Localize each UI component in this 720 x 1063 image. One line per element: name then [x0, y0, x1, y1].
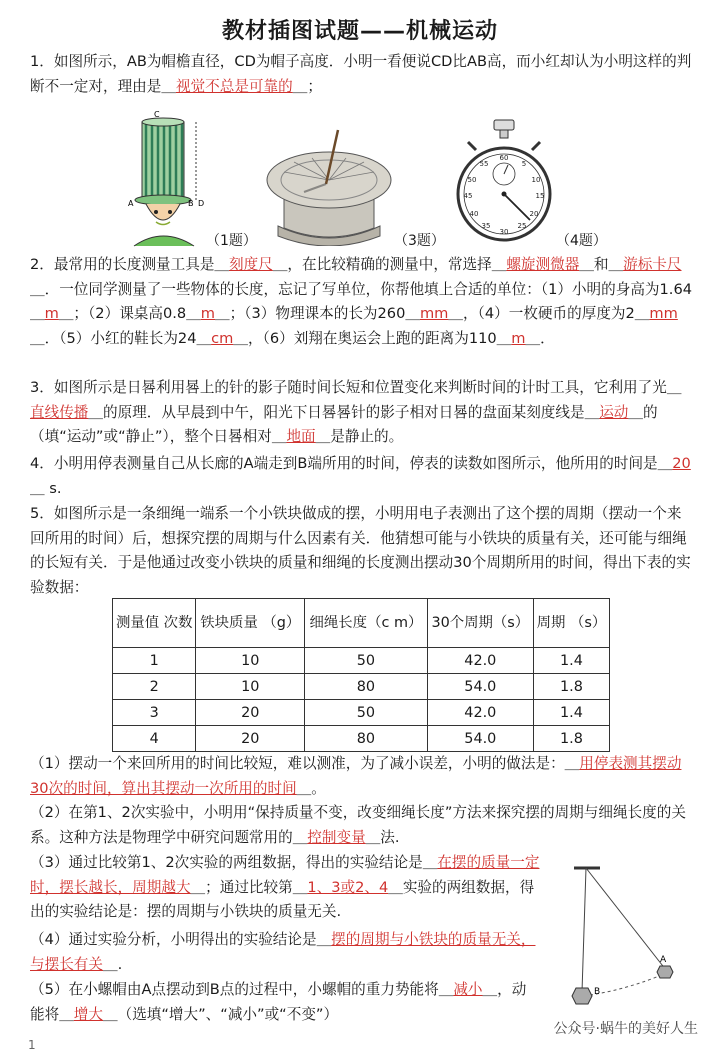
stopwatch-figure — [456, 118, 552, 246]
svg-text:20: 20 — [529, 210, 539, 218]
table-cell: 10 — [196, 648, 305, 674]
table-cell: 42.0 — [427, 700, 533, 726]
question-1: 1．如图所示，AB为帽檐直径，CD为帽子高度．小明一看便说CD比AB高，而小红却认为小明这样的判断不一定对，理由是＿视觉不总是可靠的＿； — [30, 53, 692, 95]
hat-label-c: C — [154, 110, 160, 119]
pendulum-figure — [556, 862, 706, 1022]
table-row — [113, 674, 610, 700]
hat-figure — [112, 108, 212, 248]
table-header: 测量值 次数 — [113, 599, 196, 648]
table-header: 周期 （s） — [533, 599, 609, 648]
watermark: 公众号·蜗牛的美好人生 — [553, 1021, 698, 1037]
table-cell: 42.0 — [427, 648, 533, 674]
table-header: 细绳长度（c m） — [305, 599, 428, 648]
table-cell: 2 — [113, 674, 196, 700]
hat-label-b: B — [188, 199, 194, 208]
answer-q5-5b: 增大 — [73, 1005, 103, 1023]
table-cell: 50 — [305, 700, 428, 726]
answer-q2-3: 游标卡尺 — [623, 256, 682, 273]
table-cell: 1.8 — [533, 674, 609, 700]
table-cell: 54.0 — [427, 726, 533, 752]
caption-fig4: （4题） — [556, 233, 607, 249]
pendulum-label-a: A — [660, 955, 667, 965]
table-cell: 50 — [305, 648, 428, 674]
answer-q2-9: m — [511, 329, 526, 347]
answer-q2-1: 刻度尺 — [229, 256, 273, 273]
table-cell: 80 — [305, 726, 428, 752]
page-number: 1 — [28, 1038, 36, 1052]
answer-q4: 20 — [672, 455, 691, 472]
answer-q2-6: mm — [419, 305, 449, 323]
table-cell: 20 — [196, 700, 305, 726]
table-header: 30个周期（s） — [427, 599, 533, 648]
table-cell: 4 — [113, 726, 196, 752]
answer-q2-4: m — [44, 305, 59, 323]
question-5-2: （2）在第1、2次实验中，小明用“保持质量不变，改变细绳长度”方法来探究摆的周期与细绳长度的关系。这种方法是物理学中研究问题常用的＿控制变量＿法. — [30, 804, 686, 846]
svg-text:35: 35 — [481, 222, 491, 230]
answer-q5-3b: 1、3或2、4 — [307, 878, 389, 896]
table-cell: 1.4 — [533, 648, 609, 674]
hat-label-d: D — [198, 199, 205, 208]
question-5-intro: 5．如图所示是一条细绳一端系一个小铁块做成的摆，小明用电子表测出了这个摆的周期（摆动一个来回所用的时间）后，想探究摆的周期与什么因素有关．他猜想可能与小铁块的质量有关，还可能与细绳的长短有关．于是他通过改变小铁块的质量和细绳的长度测出摆动30个周期所用的时间，得出下表的实验数据： — [30, 505, 691, 596]
svg-text:5: 5 — [521, 160, 527, 168]
table-header-row — [113, 599, 610, 648]
answer-q2-7: mm — [649, 305, 678, 323]
answer-q3-2: 运动 — [599, 403, 629, 421]
answer-q1: 视觉不总是可靠的 — [175, 77, 293, 95]
question-5-4: （4）通过实验分析，小明得出的实验结论是＿摆的周期与小铁块的质量无关，与摆长有关＿. — [30, 931, 536, 973]
answer-q2-8: cm — [211, 329, 234, 347]
hat-label-a: A — [128, 199, 134, 208]
question-5-1: （1）摆动一个来回所用的时间比较短，难以测准，为了减小误差，小明的做法是：＿用停表测其摆动30次的时间，算出其摆动一次所用的时间＿。 — [30, 755, 682, 797]
experiment-table — [112, 598, 610, 752]
question-4: 4．小明用停表测量自己从长廊的A端走到B端所用的时间，停表的读数如图所示，他所用的时间是＿20＿ s. — [30, 455, 691, 497]
question-5-3: （3）通过比较第1、2次实验的两组数据，得出的实验结论是＿在摆的质量一定时，摆长越长，周期越大＿；通过比较第＿1、3或2、4＿实验的两组数据，得出的实验结论是：摆的周期与小铁块的质量无关. — [30, 854, 540, 921]
page-title: 教材插图试题——机械运动 — [221, 19, 498, 44]
answer-q5-3a: 在摆的质量一定时，摆长越长，周期越大 — [30, 854, 540, 896]
table-cell: 80 — [305, 674, 428, 700]
svg-text:50: 50 — [467, 176, 477, 184]
table-cell: 3 — [113, 700, 196, 726]
question-3: 3．如图所示是日晷利用晷上的针的影子随时间长短和位置变化来判断时间的计时工具，它利用了光＿直线传播＿的原理．从早晨到中午，阳光下日晷晷针的影子相对日晷的盘面某刻度线是＿运动＿的（填“运动”或“静止”），整个日晷相对＿地面＿是静止的。 — [30, 379, 682, 446]
caption-fig3: （3题） — [394, 233, 445, 249]
table-cell: 20 — [196, 726, 305, 752]
svg-text:45: 45 — [463, 192, 473, 200]
svg-text:30: 30 — [499, 228, 509, 236]
answer-q5-4: 摆的周期与小铁块的质量无关，与摆长有关 — [30, 931, 536, 973]
answer-q3-1: 直线传播 — [30, 403, 89, 421]
svg-text:60: 60 — [499, 154, 509, 162]
table-row — [113, 700, 610, 726]
svg-text:25: 25 — [517, 222, 527, 230]
svg-text:55: 55 — [479, 160, 489, 168]
table-header: 铁块质量 （g） — [196, 599, 305, 648]
table-row — [113, 648, 610, 674]
answer-q2-2: 螺旋测微器 — [506, 256, 580, 273]
pendulum-label-b: B — [594, 987, 601, 997]
answer-q5-1: 用停表测其摆动30次的时间，算出其摆动一次所用的时间 — [30, 755, 682, 797]
table-cell: 1.8 — [533, 726, 609, 752]
svg-text:10: 10 — [531, 176, 541, 184]
table-cell: 10 — [196, 674, 305, 700]
sundial-figure — [264, 128, 394, 246]
question-2: 2．最常用的长度测量工具是＿刻度尺＿，在比较精确的测量中，常选择＿螺旋测微器＿和＿游标卡尺＿．一位同学测量了一些物体的长度，忘记了写单位，你帮他填上合适的单位：（1）小明的身高为1.64＿m＿；（2）课桌高0.8＿m＿；（3）物理课本的长为260＿mm＿，（4）一枚硬币的厚度为2＿mm＿．（5）小红的鞋长为24＿cm＿，（6）刘翔在奥运会上跑的距离为110＿m＿． — [30, 256, 693, 347]
answer-q5-5a: 减小 — [453, 981, 483, 998]
caption-fig1: （1题） — [206, 233, 257, 249]
table-cell: 1.4 — [533, 700, 609, 726]
answer-q2-5: m — [200, 305, 215, 323]
table-cell: 54.0 — [427, 674, 533, 700]
answer-q3-3: 地面 — [286, 428, 316, 446]
table-cell: 1 — [113, 648, 196, 674]
table-row — [113, 726, 610, 752]
svg-text:15: 15 — [535, 192, 545, 200]
question-5-5: （5）在小螺帽由A点摆动到B点的过程中，小螺帽的重力势能将＿减小＿，动能将＿增大＿（选填“增大”、“减小”或“不变”） — [30, 981, 527, 1023]
svg-text:40: 40 — [469, 210, 479, 218]
answer-q5-2: 控制变量 — [307, 828, 366, 846]
